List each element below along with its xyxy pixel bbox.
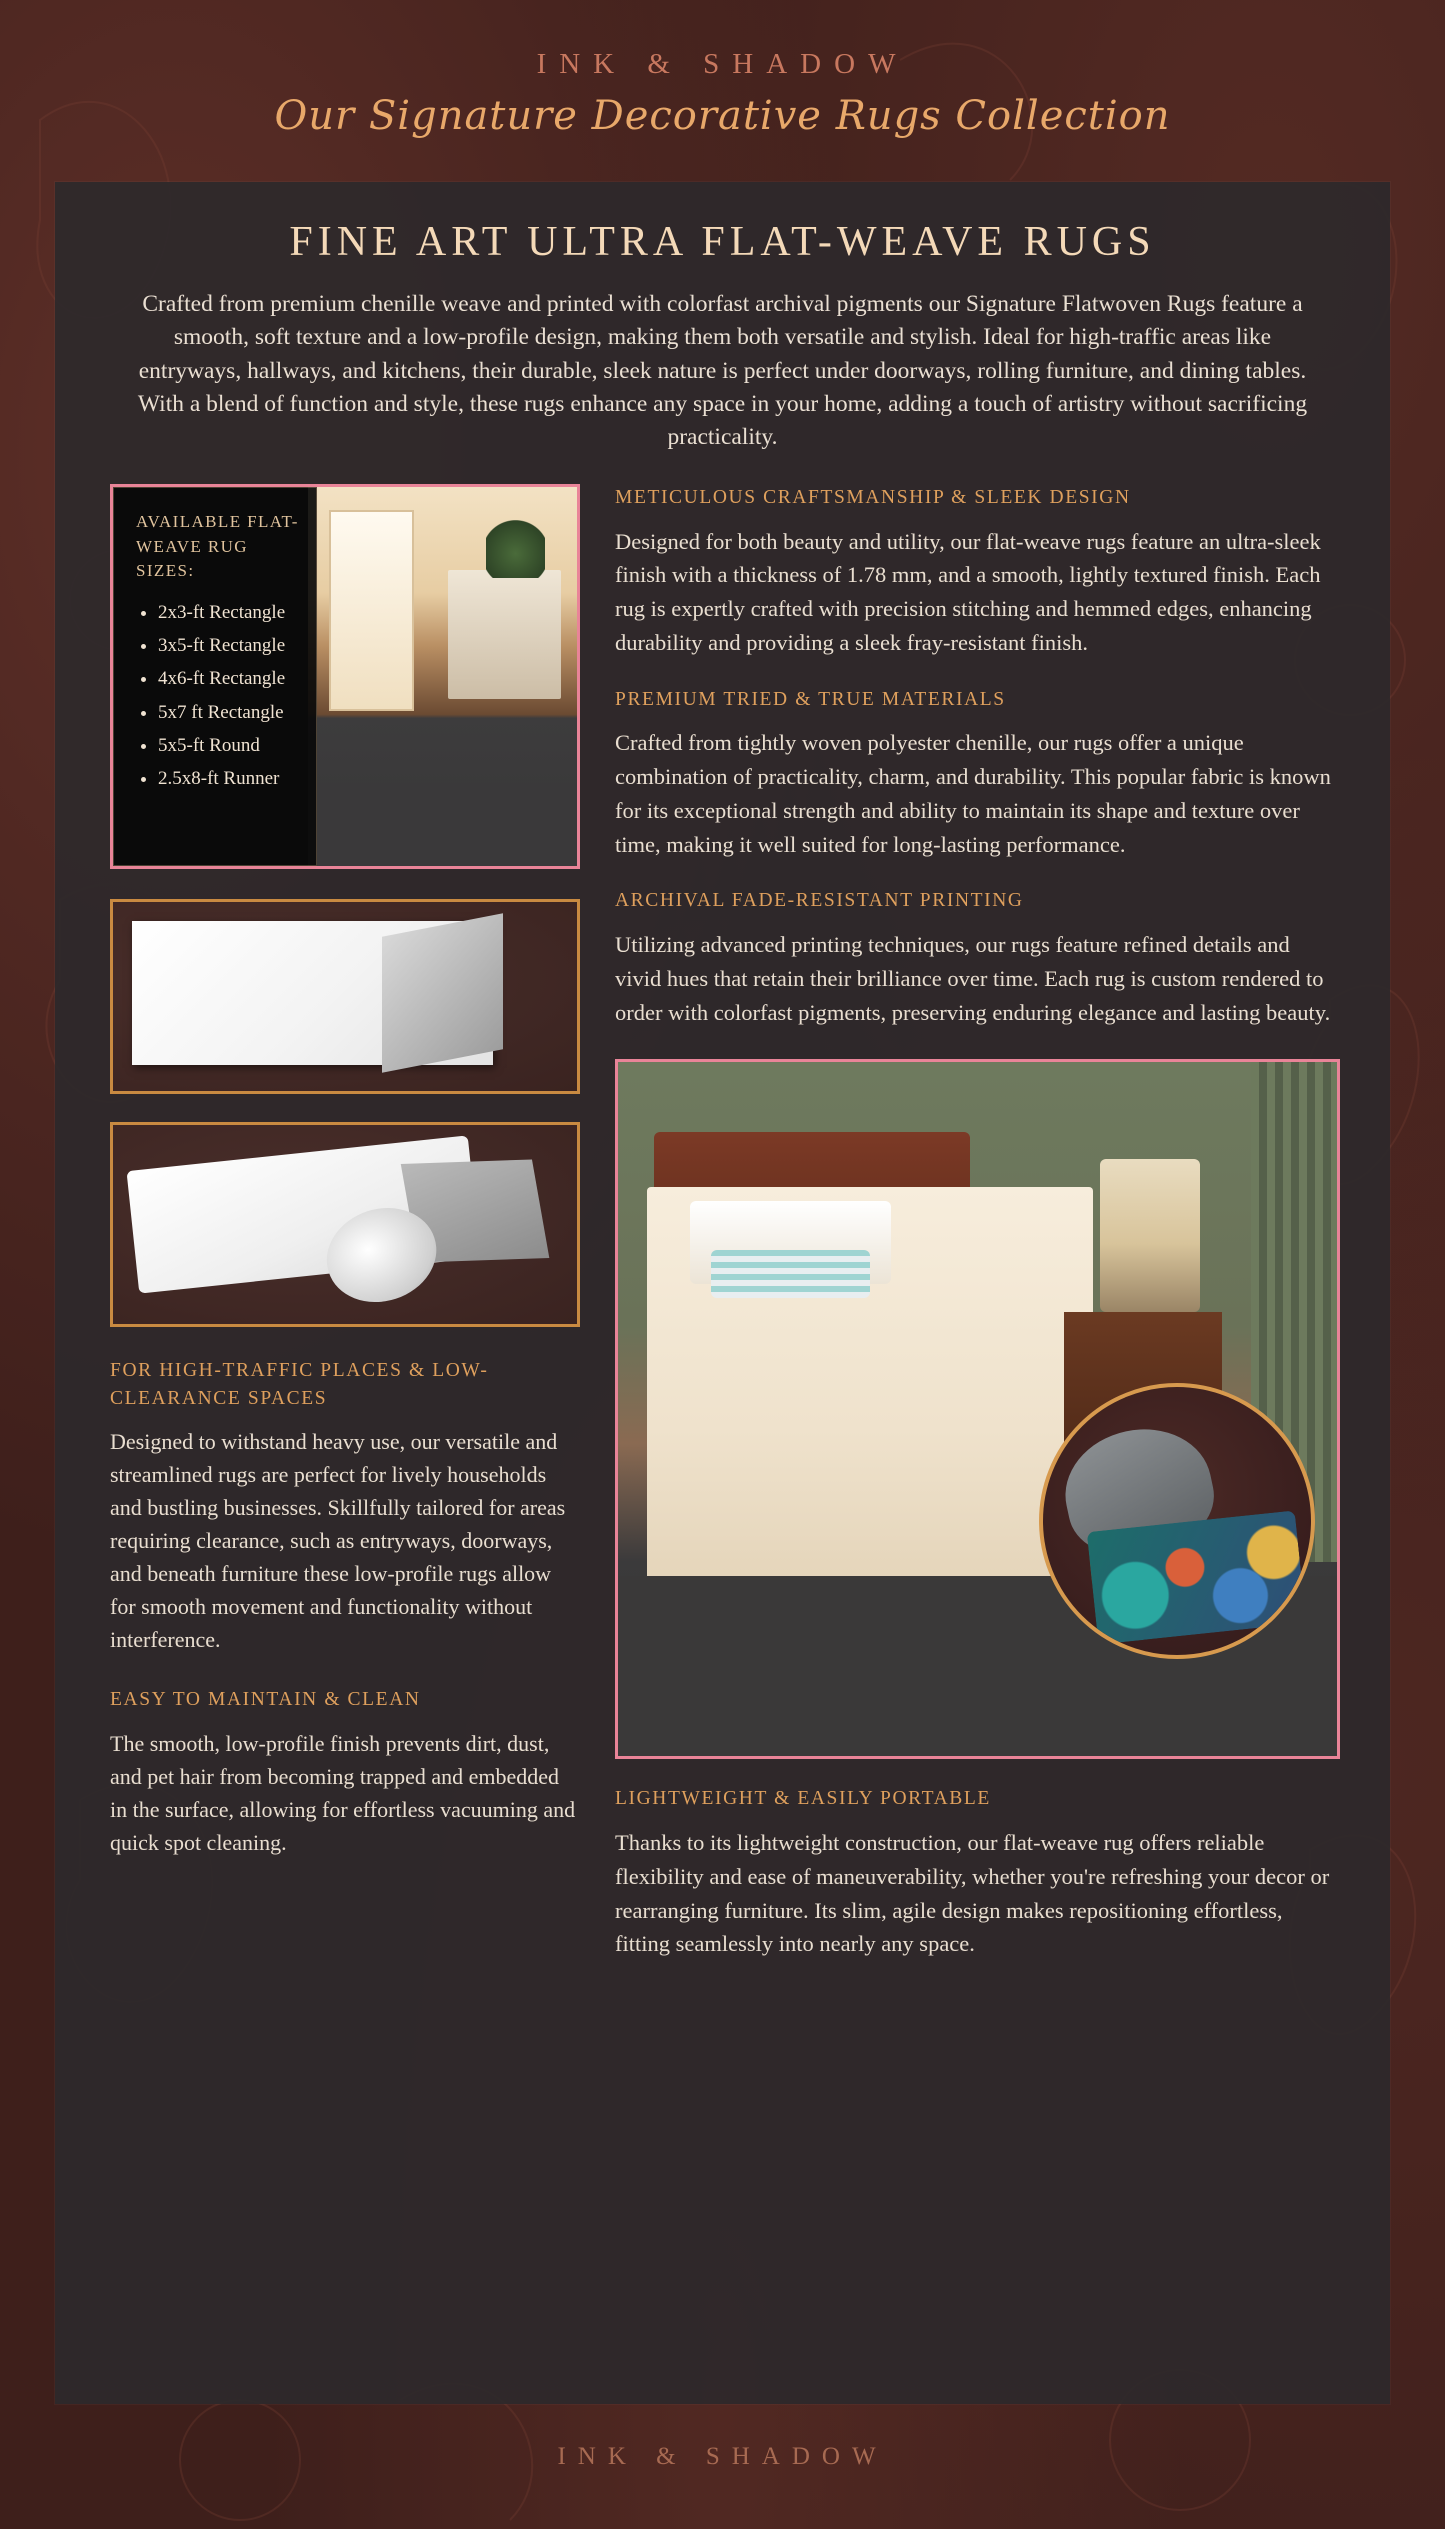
section-heading-craftsmanship: METICULOUS CRAFTSMANSHIP & SLEEK DESIGN <box>615 487 1131 508</box>
image-rug-rolled <box>110 1122 580 1327</box>
list-item: • 5x7 ft Rectangle <box>158 696 302 729</box>
list-item: • 3x5-ft Rectangle <box>158 629 302 662</box>
list-item: • 2.5x8-ft Runner <box>158 762 302 795</box>
section-body-materials: Crafted from tightly woven polyester chenille, our rugs offer a unique combination of practicality, charm, and durability. This popular fabric is known for its exceptional strength and ability to maintain its shape and texture over time, making it well suited for long-lasting performance. <box>615 730 1331 857</box>
list-item: • 5x5-ft Round <box>158 729 302 762</box>
accent-pillow-shape <box>711 1250 869 1299</box>
section-body-maintain: The smooth, low-profile finish prevents dirt, dust, and pet hair from becoming trapped and embedded in the surface, allowing for effortless vacuuming and quick spot cleaning. <box>110 1731 576 1856</box>
entryway-photo <box>308 487 577 866</box>
section-heading-high-traffic: FOR HIGH-TRAFFIC PLACES & LOW-CLEARANCE SPACES <box>110 1360 489 1409</box>
table-lamp-shape <box>1100 1159 1201 1312</box>
section-body-high-traffic: Designed to withstand heavy use, our versatile and streamlined rugs are perfect for lively households and bustling businesses. Skillfully tailored for areas requiring clearance, such as entryways, doorways, and beneath furniture these low-profile rugs allow for smooth movement and functionality without interference. <box>110 1429 566 1653</box>
image-entryway-with-sizes <box>110 484 580 869</box>
header-subtitle: Our Signature Decorative Rugs Collection <box>274 93 1171 139</box>
image-bedroom-scene <box>615 1059 1340 1759</box>
section-heading-portable: LIGHTWEIGHT & EASILY PORTABLE <box>615 1788 991 1810</box>
console-table-shape <box>448 570 561 699</box>
section-heading-maintain: EASY TO MAINTAIN & CLEAN <box>110 1689 421 1711</box>
plant-shape <box>486 517 545 578</box>
floor-rug-shape <box>308 783 577 866</box>
content-panel <box>55 182 1390 2404</box>
rug-backing-fold-shape <box>382 913 503 1073</box>
right-column <box>615 484 1340 1961</box>
image-rug-flat-corner <box>110 899 580 1094</box>
section-heading-printing: ARCHIVAL FADE-RESISTANT PRINTING <box>615 890 1024 912</box>
section-heading-materials: PREMIUM TRIED & TRUE MATERIALS <box>615 688 1006 710</box>
list-item: • 2x3-ft Rectangle <box>158 596 302 629</box>
header <box>0 48 1445 139</box>
page-title: FINE ART ULTRA FLAT-WEAVE RUGS <box>289 219 1156 265</box>
intro-paragraph: Crafted from premium chenille weave and printed with colorfast archival pigments our Signature Flatwoven Rugs feature a smooth, soft texture and a low-profile design, making them both versatile and stylish. Ideal for high-traffic areas like entryways, hallways, and kitchens, their durable, sleek nature is perfect under doorways, rolling furniture, and dining tables. With a blend of function and style, these rugs enhance any space in your home, adding a touch of artistry without sacrificing practicality. <box>137 291 1308 451</box>
section-body-portable: Thanks to its lightweight construction, our flat-weave rug offers reliable flexibility and ease of maneuverability, whether you're refreshing your decor or rearranging furniture. Its slim, agile design makes repositioning effortless, fitting seamlessly into nearly any space. <box>615 1830 1330 1957</box>
door-shape <box>329 510 414 711</box>
inset-rug-artwork-shape <box>1086 1511 1306 1645</box>
section-body-craftsmanship: Designed for both beauty and utility, our flat-weave rugs feature an ultra-sleek finish with a thickness of 1.78 mm, and a smooth, lightly textured finish. Each rug is expertly crafted with precision stitching and hemmed edges, enhancing durability and providing a sleek fray-resistant finish. <box>615 528 1321 655</box>
sizes-callout <box>113 487 317 866</box>
left-column <box>110 484 580 1859</box>
section-body-printing: Utilizing advanced printing techniques, our rugs feature refined details and vivid hues that retain their brilliance over time. Each rug is custom rendered to order with colorfast pigments, preserving enduring elegance and lasting beauty. <box>615 932 1331 1025</box>
sizes-list <box>136 596 302 796</box>
sizes-callout-title: AVAILABLE FLAT-WEAVE RUG SIZES: <box>136 512 299 581</box>
footer-brand: INK & SHADOW <box>557 2443 888 2470</box>
inset-rolled-rug-detail <box>1039 1383 1315 1659</box>
brand-wordmark-top: INK & SHADOW <box>536 48 909 80</box>
list-item: • 4x6-ft Rectangle <box>158 662 302 695</box>
